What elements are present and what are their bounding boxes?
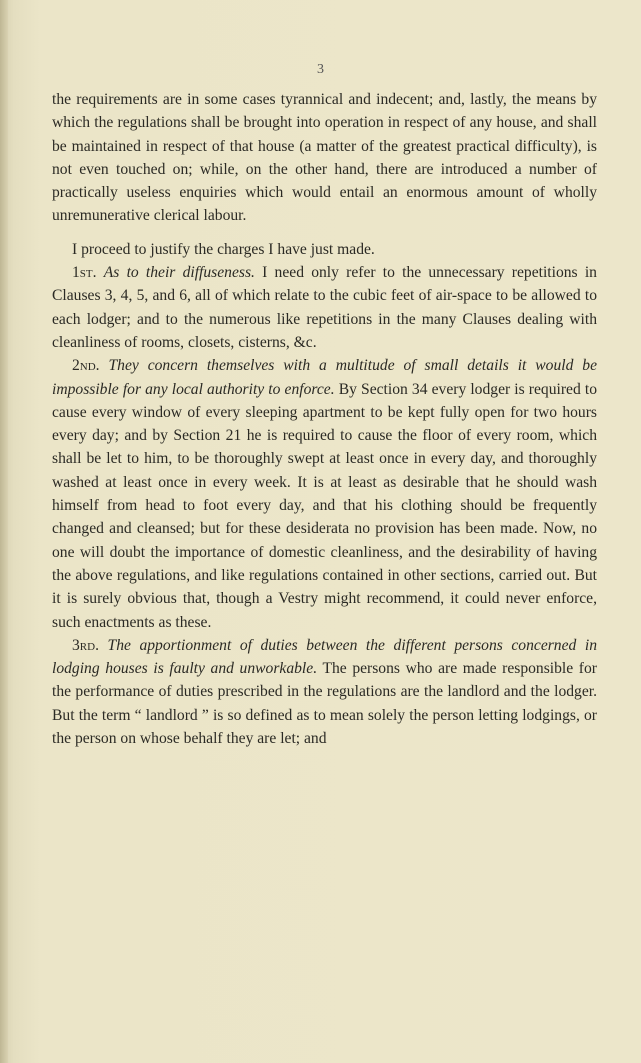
paragraph (52, 261, 597, 354)
section-heading: They concern themselves with a multitude of small details it would be impossible for any local authority to enforce. (52, 357, 597, 398)
paragraph-body: I need only refer to the unnecessary repetitions in Clauses 3, 4, 5, and 6, all of which relate to the cubic feet of air-space to be allowed to each lodger; and to the numerous like repetitions in the many Clauses dealing with cleanliness of rooms, closets, cisterns, &c. (52, 264, 597, 351)
paragraph-body: I proceed to justify the charges I have just made. (72, 240, 375, 258)
paragraph-body: The persons who are made responsible for the performance of duties prescribed in the regulations are the landlord and the lodger. But the term “ landlord ” is so defined as to mean solely the person letting lodgings, or the person on whose behalf they are let; and (52, 660, 597, 748)
paragraph (52, 88, 597, 228)
paragraph (52, 238, 597, 261)
body-text (52, 88, 597, 750)
paragraph (52, 354, 597, 634)
section-number: 2nd. (72, 357, 100, 375)
paragraph (52, 634, 597, 750)
page-number: 3 (317, 62, 324, 77)
section-number: 3rd. (72, 636, 99, 654)
section-heading: As to their diffuseness. (103, 264, 255, 282)
page-binding-edge (0, 0, 8, 1063)
section-heading: The apportionment of duties between the different persons concerned in lodging houses is faulty and unworkable. (52, 636, 597, 678)
section-number: 1st. (72, 264, 97, 282)
paragraph-body: the requirements are in some cases tyrannical and indecent; and, lastly, the means by which the regulations shall be brought into operation in respect of any house, and shall be maintained in respect of that house (a matter of the greatest practical difficulty), is not even touched on; while, on the other hand, there are introduced a number of practically useless enquiries which would entail an enormous amount of wholly unremunerative clerical labour. (52, 91, 597, 225)
paragraph-body: By Section 34 every lodger is required to cause every window of every sleeping apartment to be kept fully open for two hours every day; and by Section 21 he is required to cause the floor of every room, which shall be let to him, to be thoroughly swept at least once in every day, and thoroughly washed at least once in every week. It is at least as desirable that he should wash himself from head to foot every day, and that his clothing should be frequently changed and cleansed; but for these desiderata no provision has been made. Now, no one will doubt the importance of domestic cleanliness, and the desirability of having the above regulations, and like regulations contained in other sections, carried out. But it is surely obvious that, though a Vestry might recommend, it could never enforce, such enactments as these. (52, 380, 597, 631)
